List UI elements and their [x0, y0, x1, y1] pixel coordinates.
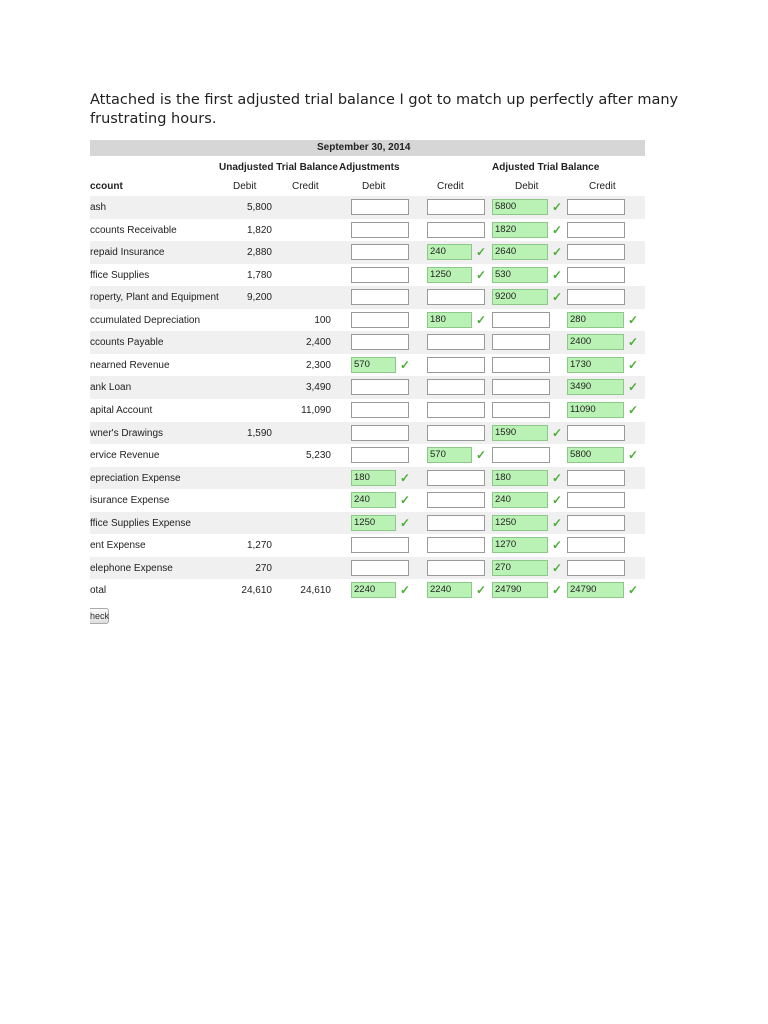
checkmark-icon: ✓	[400, 357, 411, 372]
adj-credit-input[interactable]	[427, 357, 485, 373]
adj-debit-input[interactable]	[351, 402, 409, 418]
account-name: ervice Revenue	[90, 450, 160, 462]
account-name: ent Expense	[90, 540, 146, 552]
unadjusted-credit-value: 11,090	[301, 404, 331, 416]
unadjusted-debit-value: 5,800	[246, 202, 272, 213]
adj-debit-input[interactable]: 570	[351, 357, 396, 373]
atb-credit-input[interactable]: 1730	[567, 357, 624, 373]
checkmark-icon: ✓	[552, 515, 563, 530]
adj-credit-input[interactable]	[427, 560, 485, 576]
atb-credit-input[interactable]: 3490	[567, 379, 624, 395]
checkmark-icon: ✓	[476, 583, 487, 598]
atb-debit-input[interactable]: 1590	[492, 425, 548, 441]
adj-debit-input[interactable]	[351, 379, 409, 395]
atb-debit-input[interactable]: 24790	[492, 582, 548, 598]
account-name: ccounts Payable	[90, 337, 164, 349]
adj-debit-input[interactable]	[351, 312, 409, 328]
checkmark-icon: ✓	[628, 380, 639, 395]
adj-debit-input[interactable]	[351, 537, 409, 553]
atb-credit-input[interactable]	[567, 425, 625, 441]
unadjusted-debit-value: 1,780	[246, 269, 272, 281]
atb-credit-input[interactable]	[567, 244, 625, 260]
unadjusted-credit-value: 24,610	[300, 585, 331, 597]
adj-credit-input[interactable]: 570	[427, 447, 472, 463]
atb-debit-input[interactable]: 530	[492, 267, 548, 283]
adj-debit-input[interactable]	[351, 244, 409, 260]
checkmark-icon: ✓	[552, 290, 563, 305]
checkmark-icon: ✓	[476, 245, 487, 260]
atb-credit-input[interactable]: 5800	[567, 447, 624, 463]
adj-credit-input[interactable]	[427, 515, 485, 531]
atb-debit-input[interactable]	[492, 447, 550, 463]
unadjusted-debit-value: 1,820	[246, 224, 272, 236]
atb-debit-input[interactable]: 1250	[492, 515, 548, 531]
atb-credit-input[interactable]	[567, 199, 625, 215]
checkmark-icon: ✓	[552, 425, 563, 440]
atb-credit-input[interactable]	[567, 515, 625, 531]
checkmark-icon: ✓	[552, 583, 563, 598]
atb-debit-input[interactable]: 1820	[492, 222, 548, 238]
account-name: ffice Supplies	[90, 269, 150, 281]
adj-debit-input[interactable]	[351, 560, 409, 576]
unadjusted-debit-value: 24,610	[241, 585, 272, 597]
account-name: ccounts Receivable	[90, 224, 177, 236]
unadjusted-credit-value: 3,490	[305, 382, 331, 394]
unadjusted-debit-header: Debit	[233, 181, 257, 192]
atb-debit-input[interactable]: 2640	[492, 244, 548, 260]
unadjusted-header: Unadjusted Trial Balance	[219, 162, 338, 173]
adj-credit-input[interactable]: 240	[427, 244, 472, 260]
atb-debit-input[interactable]: 270	[492, 560, 548, 576]
checkmark-icon: ✓	[400, 470, 411, 485]
atb-credit-input[interactable]	[567, 537, 625, 553]
account-name: otal	[90, 585, 107, 597]
adj-debit-input[interactable]	[351, 222, 409, 238]
atb-credit-input[interactable]	[567, 560, 625, 576]
account-name: apital Account	[90, 404, 153, 416]
account-name: ank Loan	[90, 382, 132, 394]
account-name: roperty, Plant and Equipment	[90, 292, 219, 304]
checkmark-icon: ✓	[400, 515, 411, 530]
unadjusted-debit-value: 2,880	[246, 247, 272, 259]
account-name: wner's Drawings	[90, 427, 164, 439]
atb-debit-input[interactable]	[492, 312, 550, 328]
atb-credit-input[interactable]	[567, 222, 625, 238]
checkmark-icon: ✓	[552, 493, 563, 508]
adjusted-debit-header: Debit	[515, 181, 539, 192]
account-name: isurance Expense	[90, 495, 170, 507]
adj-debit-input[interactable]: 1250	[351, 515, 396, 531]
checkmark-icon: ✓	[552, 267, 563, 282]
adj-credit-input[interactable]: 1250	[427, 267, 472, 283]
checkmark-icon: ✓	[628, 312, 639, 327]
atb-debit-input[interactable]: 5800	[492, 199, 548, 215]
unadjusted-credit-value: 100	[314, 314, 331, 326]
adjustments-debit-header: Debit	[362, 181, 386, 192]
unadjusted-credit-value: 5,230	[305, 450, 331, 462]
checkmark-icon: ✓	[552, 470, 563, 485]
adj-credit-input[interactable]	[427, 222, 485, 238]
account-name: ash	[90, 202, 107, 213]
checkmark-icon: ✓	[628, 357, 639, 372]
check-button[interactable]: heck	[90, 608, 109, 624]
adj-credit-input[interactable]: 180	[427, 312, 472, 328]
atb-credit-input[interactable]	[567, 289, 625, 305]
account-column-header: ccount	[90, 181, 123, 192]
atb-debit-input[interactable]: 9200	[492, 289, 548, 305]
checkmark-icon: ✓	[476, 267, 487, 282]
adj-credit-input[interactable]	[427, 199, 485, 215]
checkmark-icon: ✓	[552, 560, 563, 575]
account-name: nearned Revenue	[90, 359, 170, 371]
checkmark-icon: ✓	[552, 222, 563, 237]
account-name: ccumulated Depreciation	[90, 314, 201, 326]
atb-debit-input[interactable]	[492, 402, 550, 418]
checkmark-icon: ✓	[628, 583, 639, 598]
atb-credit-input[interactable]: 11090	[567, 402, 624, 418]
adj-credit-input[interactable]	[427, 425, 485, 441]
adjusted-header: Adjusted Trial Balance	[492, 162, 600, 173]
checkmark-icon: ✓	[476, 312, 487, 327]
adj-credit-input[interactable]	[427, 289, 485, 305]
trial-balance-worksheet	[90, 140, 645, 628]
atb-credit-input[interactable]	[567, 267, 625, 283]
intro-text: Attached is the first adjusted trial balance I got to match up perfectly after many frustrating hours.	[90, 92, 679, 127]
atb-credit-input[interactable]: 280	[567, 312, 624, 328]
checkmark-icon: ✓	[628, 402, 639, 417]
unadjusted-credit-header: Credit	[292, 181, 319, 192]
adj-debit-input[interactable]	[351, 425, 409, 441]
checkmark-icon: ✓	[400, 493, 411, 508]
atb-debit-input[interactable]	[492, 379, 550, 395]
adj-credit-input[interactable]	[427, 402, 485, 418]
adj-credit-input[interactable]	[427, 334, 485, 350]
unadjusted-debit-value: 9,200	[246, 292, 272, 304]
adj-credit-input[interactable]	[427, 492, 485, 508]
account-name: elephone Expense	[90, 562, 173, 574]
atb-credit-input[interactable]: 2400	[567, 334, 624, 350]
unadjusted-debit-value: 1,590	[246, 427, 272, 439]
atb-credit-input[interactable]: 24790	[567, 582, 624, 598]
adjusted-credit-header: Credit	[589, 181, 616, 192]
checkmark-icon: ✓	[552, 538, 563, 553]
adj-debit-input[interactable]	[351, 447, 409, 463]
adjustments-credit-header: Credit	[437, 181, 464, 192]
adj-debit-input[interactable]: 2240	[351, 582, 396, 598]
adj-credit-input[interactable]: 2240	[427, 582, 472, 598]
atb-credit-input[interactable]	[567, 470, 625, 486]
adj-debit-input[interactable]	[351, 199, 409, 215]
unadjusted-credit-value: 2,400	[305, 337, 331, 349]
adj-debit-input[interactable]: 180	[351, 470, 396, 486]
checkmark-icon: ✓	[628, 335, 639, 350]
checkmark-icon: ✓	[552, 200, 563, 214]
adj-debit-input[interactable]	[351, 289, 409, 305]
checkmark-icon: ✓	[552, 245, 563, 260]
checkmark-icon: ✓	[628, 448, 639, 463]
adj-debit-input[interactable]: 240	[351, 492, 396, 508]
atb-debit-input[interactable]	[492, 357, 550, 373]
checkmark-icon: ✓	[476, 448, 487, 463]
checkmark-icon: ✓	[400, 583, 411, 598]
account-name: epreciation Expense	[90, 472, 181, 484]
unadjusted-credit-value: 2,300	[305, 359, 331, 371]
atb-debit-input[interactable]: 180	[492, 470, 548, 486]
adj-debit-input[interactable]	[351, 334, 409, 350]
unadjusted-debit-value: 270	[255, 562, 272, 574]
atb-credit-input[interactable]	[567, 492, 625, 508]
adj-credit-input[interactable]	[427, 379, 485, 395]
adjustments-header: Adjustments	[339, 162, 400, 173]
atb-debit-input[interactable]: 1270	[492, 537, 548, 553]
atb-debit-input[interactable]	[492, 334, 550, 350]
date-header: September 30, 2014	[317, 142, 411, 153]
account-name: repaid Insurance	[90, 247, 165, 259]
adj-debit-input[interactable]	[351, 267, 409, 283]
unadjusted-debit-value: 1,270	[246, 540, 272, 552]
atb-debit-input[interactable]: 240	[492, 492, 548, 508]
account-name: ffice Supplies Expense	[90, 517, 191, 529]
adj-credit-input[interactable]	[427, 537, 485, 553]
adj-credit-input[interactable]	[427, 470, 485, 486]
